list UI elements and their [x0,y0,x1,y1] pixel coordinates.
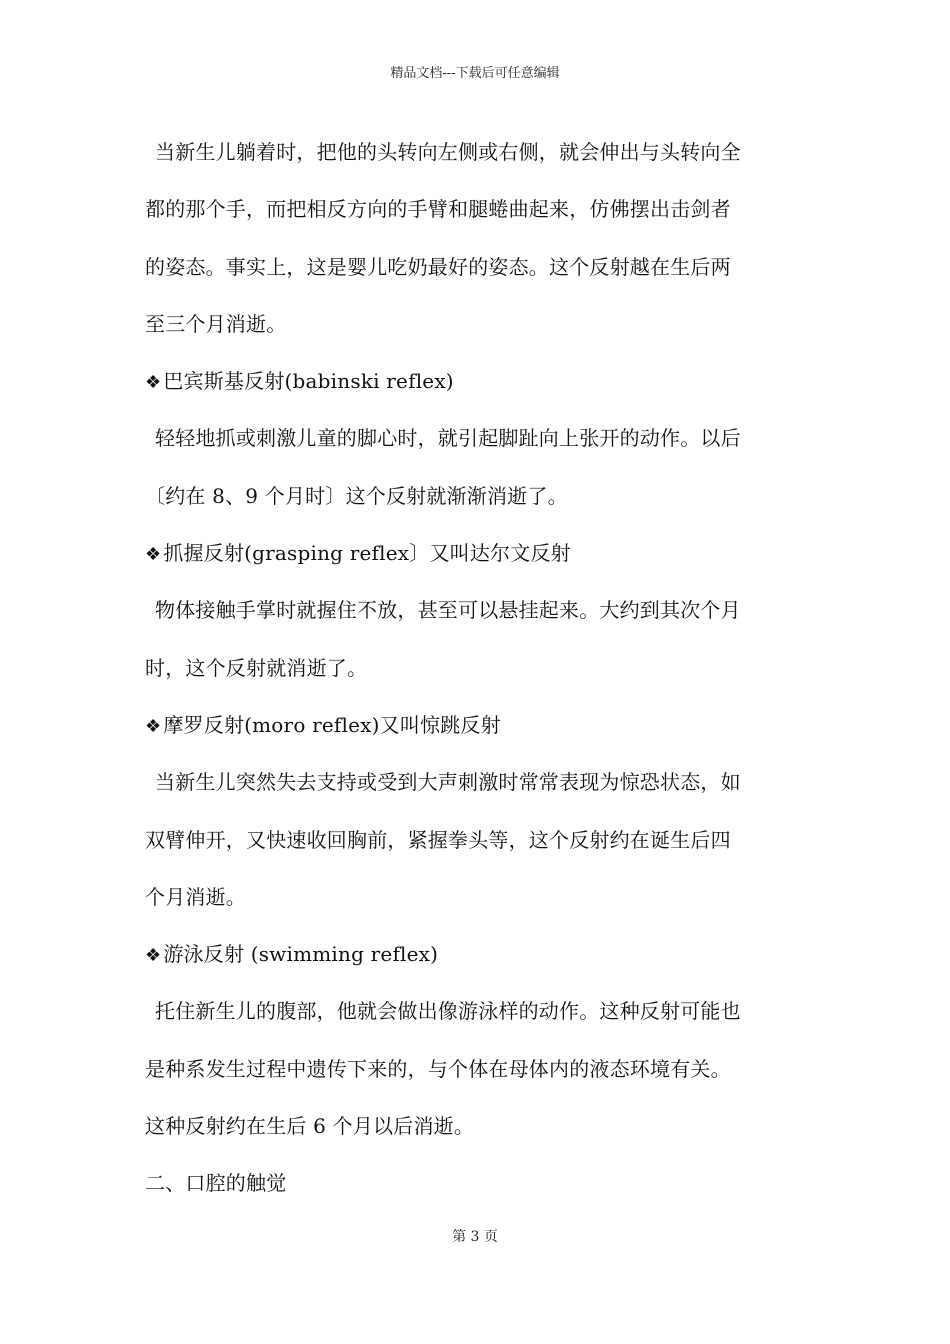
paragraph-moro [145,754,807,926]
text-line: 至三个月消逝。 [145,311,287,336]
text-line: 是种系发生过程中遗传下来的，与个体在母体内的液态环境有关。 [145,1056,731,1081]
heading-text: 抓握反射(grasping reflex〕又叫达尔文反射 [163,541,571,566]
text-line: 物体接触手掌时就握住不放，甚至可以悬挂起来。大约到其次个月 [155,598,741,623]
heading-swimming-reflex [145,926,807,983]
paragraph-swimming [145,983,807,1155]
document-body [145,124,807,1213]
section-heading-oral-touch: 二、口腔的触觉 [145,1171,287,1196]
heading-text: 巴宾斯基反射(babinski reflex) [163,369,454,394]
paragraph-babinski [145,410,807,525]
page-number: 第 3 页 [452,1229,498,1245]
text-line: 轻轻地抓或刺激儿童的脚心时，就引起脚趾向上张开的动作。以后 [155,426,741,451]
paragraph-asymmetric-tonic-neck [145,124,807,353]
heading-moro-reflex [145,697,807,754]
diamond-bullet-icon: ❖ [145,715,162,737]
text-line: 的姿态。事实上，这是婴儿吃奶最好的姿态。这个反射越在生后两 [145,254,731,279]
text-line: 个月消逝。 [145,884,246,909]
text-line: 托住新生儿的腹部，他就会做出像游泳样的动作。这种反射可能也 [155,999,741,1024]
text-line: 当新生儿突然失去支持或受到大声刺激时常常表现为惊恐状态，如 [155,770,741,795]
diamond-bullet-icon: ❖ [145,945,162,967]
text-line: 时，这个反射就消逝了。 [145,655,368,680]
heading-babinski-reflex [145,353,807,410]
text-line: 都的那个手，而把相反方向的手臂和腿蜷曲起来，仿佛摆出击剑者 [145,197,731,222]
heading-grasping-reflex [145,525,807,582]
heading-text: 游泳反射 (swimming reflex) [163,942,439,967]
diamond-bullet-icon: ❖ [145,544,162,566]
heading-text: 摩罗反射(moro reflex)又叫惊跳反射 [163,712,501,737]
paragraph-grasping [145,582,807,697]
text-line: 双臂伸开，又快速收回胸前，紧握拳头等，这个反射约在诞生后四 [145,827,731,852]
text-line: 〔约在 8、9 个月时〕这个反射就渐渐消逝了。 [145,483,568,508]
diamond-bullet-icon: ❖ [145,372,162,394]
text-line: 当新生儿躺着时，把他的头转向左侧或右侧，就会伸出与头转向全 [155,140,741,164]
page-header: 精品文档---下载后可任意编辑 [390,66,560,81]
text-line: 这种反射约在生后 6 个月以后消逝。 [145,1114,475,1139]
